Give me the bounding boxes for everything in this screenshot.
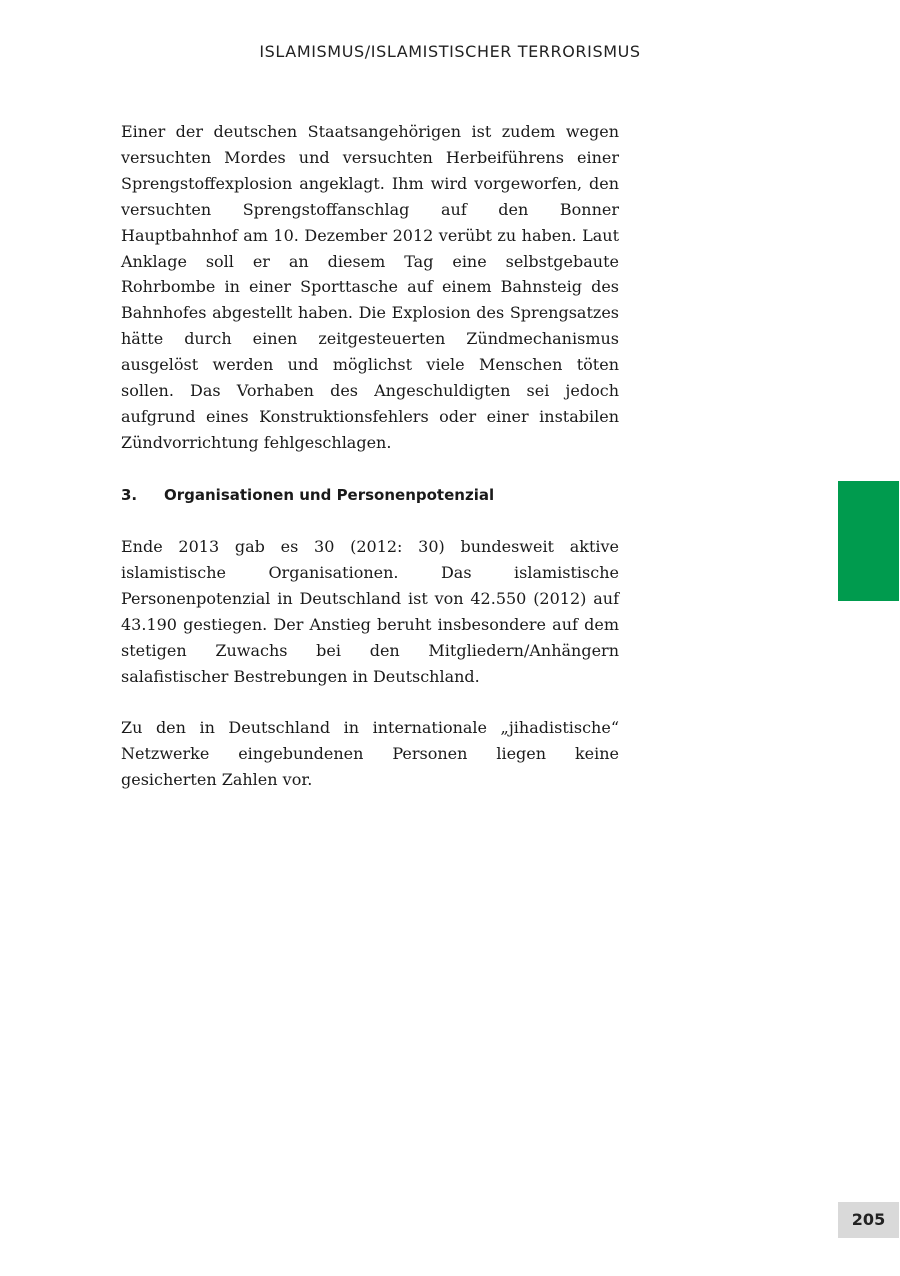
body-paragraph-jihadist-networks: Zu den in Deutschland in internationale „jihadistische“ Netzwerke eingebundenen Personen liegen keine gesicherten Zahlen vor. [121,718,619,789]
body-paragraph-organisations: Ende 2013 gab es 30 (2012: 30) bundesweit aktive islamistische Organisationen. Das islamistische Personenpotenzial in Deutschland ist von 42.550 (2012) auf 43.190 gestiegen. Der Anstieg beruht insbesondere auf dem stetigen Zuwachs bei den Mitgliedern/Anhängern salafistischer Bestrebungen in Deutschland. [121,537,619,686]
running-header: ISLAMISMUS/ISLAMISTISCHER TERRORISMUS [259,42,641,61]
section-heading [121,484,619,506]
page-number: 205 [838,1202,899,1238]
section-title: Organisationen und Personenpotenzial [164,486,495,504]
chapter-color-tab [838,481,899,601]
section-number: 3. [121,486,138,504]
body-paragraph-bonn-attack: Einer der deutschen Staatsangehörigen ist zudem wegen versuchten Mordes und versuchten Herbeiführens einer Sprengstoffexplosion angeklagt. Ihm wird vorgeworfen, den versuchten Sprengstoffanschlag auf den Bonner Hauptbahnhof am 10. Dezember 2012 verübt zu haben. Laut Anklage soll er an diesem Tag eine selbstgebaute Rohrbombe in einer Sporttasche auf einem Bahnsteig des Bahnhofes abgestellt haben. Die Explosion des Sprengsatzes hätte durch einen zeitgesteuerten Zündmechanismus ausgelöst werden und möglichst viele Menschen töten sollen. Das Vorhaben des Angeschuldigten sei jedoch aufgrund eines Konstruktionsfehlers oder einer instabilen Zündvorrichtung fehlgeschlagen. [121,122,619,452]
